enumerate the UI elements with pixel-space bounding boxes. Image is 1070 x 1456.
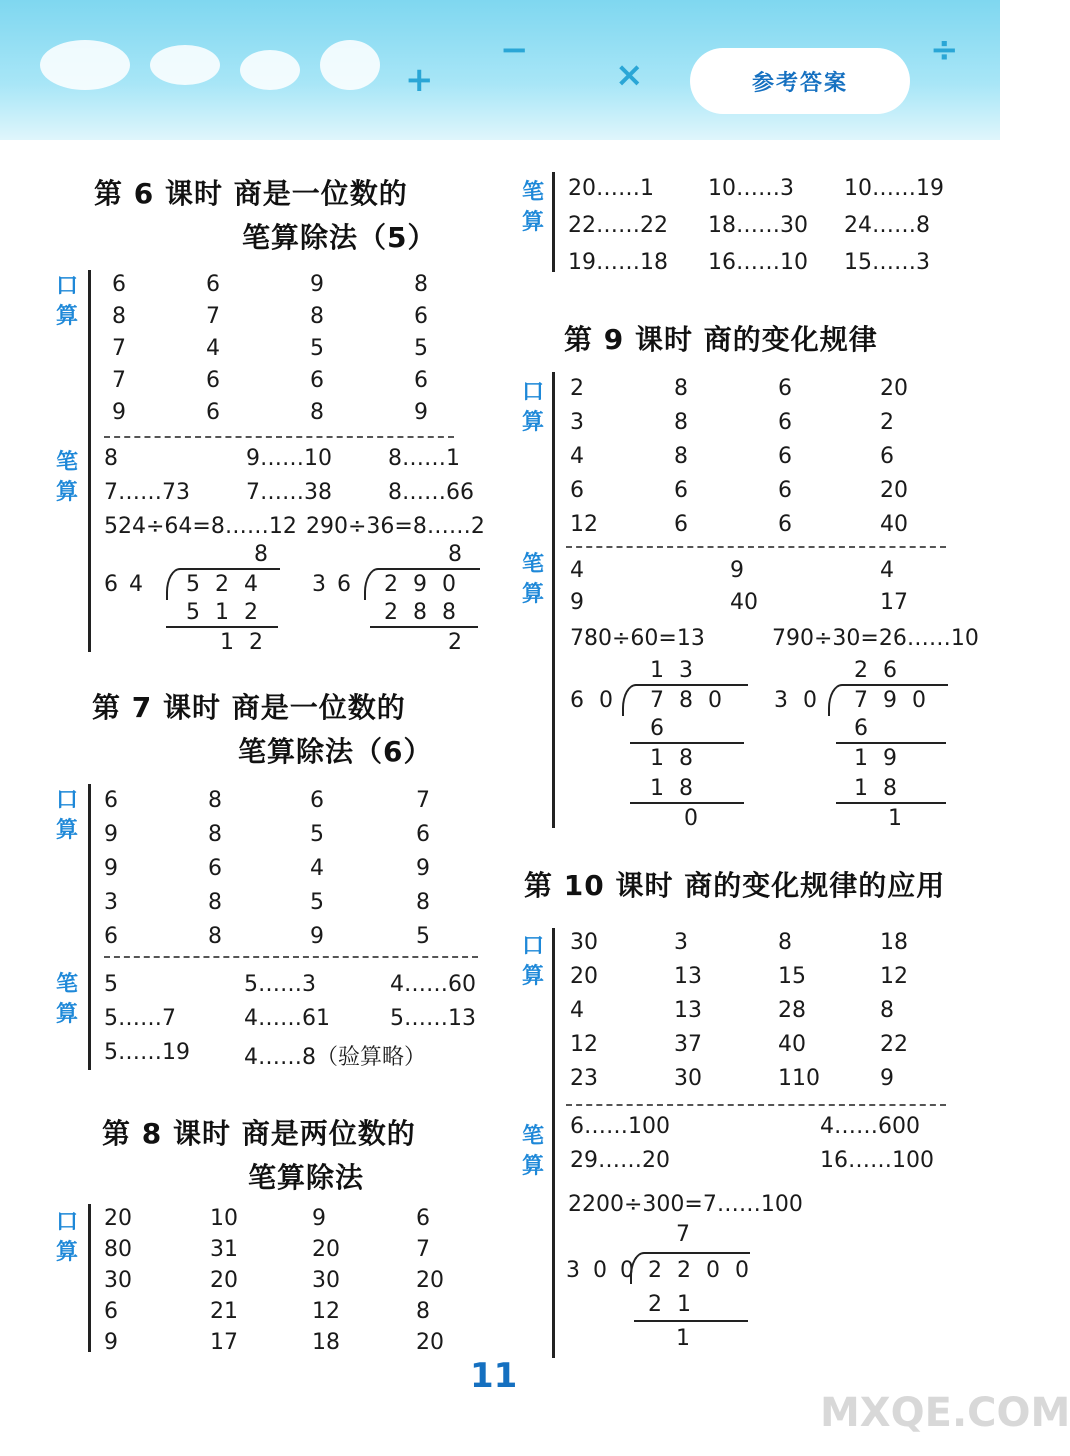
grid-cell: 2 — [570, 376, 584, 401]
grid-cell: 6 — [112, 272, 126, 297]
subtraction-line — [630, 742, 744, 744]
times-icon: × — [615, 55, 644, 95]
grid-cell: 6 — [778, 512, 792, 537]
grid-cell: 18 — [312, 1330, 340, 1355]
grid-cell: 8 — [310, 304, 324, 329]
divisor: 3 0 — [774, 688, 821, 713]
grid-cell: 15 — [778, 964, 806, 989]
grid-cell: 5……19 — [104, 1040, 190, 1065]
lesson10-title: 第 10 课时 商的变化规律的应用 — [524, 869, 946, 902]
grid-cell: 6 — [104, 788, 118, 813]
grid-cell: 8 — [310, 400, 324, 425]
grid-cell: 9 — [730, 558, 744, 583]
grid-cell: 28 — [778, 998, 806, 1023]
grid-cell: 6 — [414, 304, 428, 329]
grid-cell: 8 — [208, 890, 222, 915]
grid-cell: 37 — [674, 1032, 702, 1057]
grid-cell: 18 — [880, 930, 908, 955]
grid-cell: 22……22 — [568, 213, 668, 238]
grid-cell: 8 — [112, 304, 126, 329]
grid-cell: 6 — [778, 444, 792, 469]
grid-cell: 21 — [210, 1299, 238, 1324]
product: 5 1 2 — [186, 600, 262, 625]
kousuan-label: 口算 — [521, 380, 544, 435]
grid-cell: 9……10 — [246, 446, 332, 471]
grid-cell: 19……18 — [568, 250, 668, 275]
partial-product: 6 — [650, 716, 664, 741]
grid-cell: 7 — [112, 368, 126, 393]
grid-cell: 13 — [674, 964, 702, 989]
lesson6-equation-2: 290÷36=8……2 — [306, 514, 485, 539]
grid-cell: 6 — [206, 400, 220, 425]
grid-cell: 4 — [570, 998, 584, 1023]
lesson9-title: 第 9 课时 商的变化规律 — [564, 323, 878, 356]
grid-cell: 20 — [312, 1237, 340, 1262]
remainder: 1 — [676, 1326, 690, 1351]
cloud-shape — [40, 40, 130, 90]
cloud-shape — [320, 40, 380, 90]
grid-cell: 6 — [208, 856, 222, 881]
grid-cell: 20 — [210, 1268, 238, 1293]
grid-cell: 20 — [416, 1268, 444, 1293]
grid-cell: 6 — [674, 478, 688, 503]
grid-cell: 10……3 — [708, 176, 794, 201]
product: 2 1 — [648, 1292, 695, 1317]
grid-cell: 6 — [880, 444, 894, 469]
grid-cell: 6 — [570, 478, 584, 503]
grid-cell: 4……61 — [244, 1006, 330, 1031]
lesson7-title-line1: 第 7 课时 商是一位数的 — [92, 691, 406, 724]
divider — [566, 1104, 946, 1106]
grid-cell: 8……66 — [388, 480, 474, 505]
grid-cell: 20 — [570, 964, 598, 989]
grid-cell: 6 — [416, 1206, 430, 1231]
grid-cell: 110 — [778, 1066, 820, 1091]
grid-cell: 12 — [312, 1299, 340, 1324]
grid-cell: 9 — [104, 1330, 118, 1355]
subtraction-line — [836, 802, 946, 804]
partial-product: 1 8 — [650, 776, 697, 801]
cloud-shape — [240, 50, 300, 90]
grid-cell: 10 — [210, 1206, 238, 1231]
grid-cell: 8 — [674, 376, 688, 401]
partial-product: 1 8 — [854, 776, 901, 801]
grid-cell: 4 — [880, 558, 894, 583]
kousuan-label: 口算 — [55, 1210, 78, 1265]
grid-cell: 17 — [880, 590, 908, 615]
subtraction-line — [634, 1320, 748, 1322]
quotient: 8 — [448, 542, 462, 567]
lesson6-title-line1: 第 6 课时 商是一位数的 — [94, 177, 408, 210]
grid-cell: 30 — [104, 1268, 132, 1293]
section-rule — [88, 270, 91, 652]
grid-cell: 20 — [416, 1330, 444, 1355]
grid-cell: 6 — [416, 822, 430, 847]
grid-cell: 30 — [570, 930, 598, 955]
grid-cell: 5 — [414, 336, 428, 361]
grid-cell: 16……100 — [820, 1148, 934, 1173]
section-rule — [88, 784, 91, 1070]
grid-cell: 8 — [104, 446, 118, 471]
grid-cell: 16……10 — [708, 250, 808, 275]
grid-cell: 80 — [104, 1237, 132, 1262]
grid-cell: 18……30 — [708, 213, 808, 238]
divisor: 6 0 — [570, 688, 617, 713]
grid-cell: 4……8（验算略） — [244, 1045, 426, 1070]
header-banner — [0, 0, 1000, 140]
divisor: 3 0 0 — [566, 1258, 637, 1283]
grid-cell: 20……1 — [568, 176, 654, 201]
grid-cell: 2 — [880, 410, 894, 435]
grid-cell: 6 — [206, 368, 220, 393]
minus-icon: − — [500, 30, 529, 70]
partial-product: 6 — [854, 716, 868, 741]
quotient: 1 3 — [650, 658, 697, 683]
cloud-shape — [150, 45, 220, 85]
grid-cell: 6 — [778, 478, 792, 503]
grid-cell: 8 — [208, 822, 222, 847]
section-rule — [88, 1204, 91, 1352]
lesson9-equation-2: 790÷30=26……10 — [772, 626, 979, 651]
dividend: 2 9 0 — [384, 572, 460, 597]
grid-cell: 20 — [880, 376, 908, 401]
grid-cell: 9 — [416, 856, 430, 881]
grid-cell: 7 — [416, 1237, 430, 1262]
grid-cell: 3 — [570, 410, 584, 435]
remainder: 1 2 — [220, 630, 267, 655]
divide-icon: ÷ — [930, 30, 959, 70]
grid-cell: 23 — [570, 1066, 598, 1091]
grid-cell: 29……20 — [570, 1148, 670, 1173]
grid-cell: 7 — [112, 336, 126, 361]
grid-cell: 13 — [674, 998, 702, 1023]
bisuan-label: 笔算 — [55, 450, 78, 505]
remainder: 1 — [888, 806, 902, 831]
grid-cell: 9 — [104, 822, 118, 847]
grid-cell: 4 — [570, 444, 584, 469]
grid-cell: 7……73 — [104, 480, 190, 505]
answer-key-badge — [690, 48, 910, 114]
grid-cell: 6 — [778, 410, 792, 435]
grid-cell: 31 — [210, 1237, 238, 1262]
grid-cell: 9 — [880, 1066, 894, 1091]
section-rule — [552, 372, 555, 828]
grid-cell: 9 — [112, 400, 126, 425]
grid-cell: 24……8 — [844, 213, 930, 238]
grid-cell: 6 — [674, 512, 688, 537]
kousuan-label: 口算 — [521, 934, 544, 989]
grid-cell: 8 — [674, 410, 688, 435]
page-number: 11 — [470, 1356, 518, 1396]
lesson8-title-line2: 笔算除法 — [248, 1161, 365, 1194]
grid-cell: 4……60 — [390, 972, 476, 997]
grid-cell: 4……600 — [820, 1114, 920, 1139]
quotient: 7 — [676, 1222, 690, 1247]
grid-cell: 6 — [414, 368, 428, 393]
grid-cell: 8 — [208, 924, 222, 949]
grid-cell: 5 — [310, 336, 324, 361]
bisuan-label: 笔算 — [55, 972, 78, 1027]
grid-cell: 7 — [416, 788, 430, 813]
grid-cell: 8 — [208, 788, 222, 813]
grid-cell: 22 — [880, 1032, 908, 1057]
grid-cell: 6 — [206, 272, 220, 297]
kousuan-label: 口算 — [55, 274, 78, 329]
lesson10-equation: 2200÷300=7……100 — [568, 1192, 803, 1217]
grid-cell: 8……1 — [388, 446, 460, 471]
dividend: 5 2 4 — [186, 572, 262, 597]
lesson6-equation-1: 524÷64=8……12 — [104, 514, 297, 539]
grid-cell: 5……13 — [390, 1006, 476, 1031]
watermark: MXQE.COM — [820, 1390, 1070, 1436]
grid-cell: 17 — [210, 1330, 238, 1355]
grid-cell: 20 — [104, 1206, 132, 1231]
grid-cell: 3 — [674, 930, 688, 955]
grid-cell: 4 — [310, 856, 324, 881]
grid-cell: 40 — [778, 1032, 806, 1057]
product: 2 8 8 — [384, 600, 460, 625]
grid-cell: 5 — [310, 822, 324, 847]
grid-cell: 10……19 — [844, 176, 944, 201]
grid-cell: 9 — [104, 856, 118, 881]
lesson8-title-line1: 第 8 课时 商是两位数的 — [102, 1117, 416, 1150]
dividend: 7 8 0 — [650, 688, 726, 713]
lesson7-title-line2: 笔算除法（6） — [238, 735, 433, 768]
plus-icon: + — [405, 60, 434, 100]
grid-cell: 15……3 — [844, 250, 930, 275]
section-rule — [552, 172, 555, 272]
partial-remainder: 1 8 — [650, 746, 697, 771]
grid-cell: 8 — [880, 998, 894, 1023]
grid-cell: 4 — [206, 336, 220, 361]
grid-cell: 6 — [104, 1299, 118, 1324]
grid-cell: 40 — [730, 590, 758, 615]
grid-cell: 9 — [312, 1206, 326, 1231]
remainder: 2 — [448, 630, 462, 655]
lesson9-equation-1: 780÷60=13 — [570, 626, 705, 651]
subtraction-line — [370, 626, 478, 628]
divider — [104, 436, 454, 438]
subtraction-line — [166, 626, 278, 628]
grid-cell: 4 — [570, 558, 584, 583]
grid-cell: 9 — [414, 400, 428, 425]
grid-cell: 12 — [570, 512, 598, 537]
grid-cell: 5 — [104, 972, 118, 997]
grid-cell: 12 — [570, 1032, 598, 1057]
lesson6-title-line2: 笔算除法（5） — [242, 221, 437, 254]
answer-key-label: 参考答案 — [751, 70, 848, 96]
grid-cell: 8 — [416, 890, 430, 915]
quotient: 2 6 — [854, 658, 901, 683]
grid-cell: 6 — [778, 376, 792, 401]
grid-cell: 9 — [570, 590, 584, 615]
divider — [566, 546, 946, 548]
grid-cell: 40 — [880, 512, 908, 537]
divisor: 6 4 — [104, 572, 145, 597]
grid-cell: 7 — [206, 304, 220, 329]
divisor: 3 6 — [312, 572, 353, 597]
grid-cell: 5……7 — [104, 1006, 176, 1031]
grid-cell: 6 — [104, 924, 118, 949]
grid-cell: 5……3 — [244, 972, 316, 997]
grid-cell: 5 — [416, 924, 430, 949]
grid-cell: 9 — [310, 272, 324, 297]
kousuan-label: 口算 — [55, 788, 78, 843]
subtraction-line — [836, 742, 946, 744]
grid-cell: 8 — [778, 930, 792, 955]
grid-cell: 5 — [310, 890, 324, 915]
dividend: 7 9 0 — [854, 688, 930, 713]
bisuan-label: 笔算 — [521, 180, 544, 235]
partial-remainder: 1 9 — [854, 746, 901, 771]
section-rule — [552, 928, 555, 1358]
bisuan-label: 笔算 — [521, 552, 544, 607]
grid-cell: 6 — [310, 368, 324, 393]
grid-cell: 30 — [312, 1268, 340, 1293]
grid-cell: 7……38 — [246, 480, 332, 505]
quotient: 8 — [254, 542, 268, 567]
dividend: 2 2 0 0 — [648, 1258, 753, 1283]
grid-cell: 3 — [104, 890, 118, 915]
grid-cell: 8 — [414, 272, 428, 297]
divider — [104, 956, 478, 958]
remainder: 0 — [684, 806, 698, 831]
grid-cell: 6……100 — [570, 1114, 670, 1139]
grid-cell: 20 — [880, 478, 908, 503]
grid-cell: 30 — [674, 1066, 702, 1091]
grid-cell: 9 — [310, 924, 324, 949]
subtraction-line — [630, 802, 744, 804]
grid-cell: 8 — [416, 1299, 430, 1324]
grid-cell: 8 — [674, 444, 688, 469]
grid-cell: 12 — [880, 964, 908, 989]
grid-cell: 6 — [310, 788, 324, 813]
bisuan-label: 笔算 — [521, 1124, 544, 1179]
